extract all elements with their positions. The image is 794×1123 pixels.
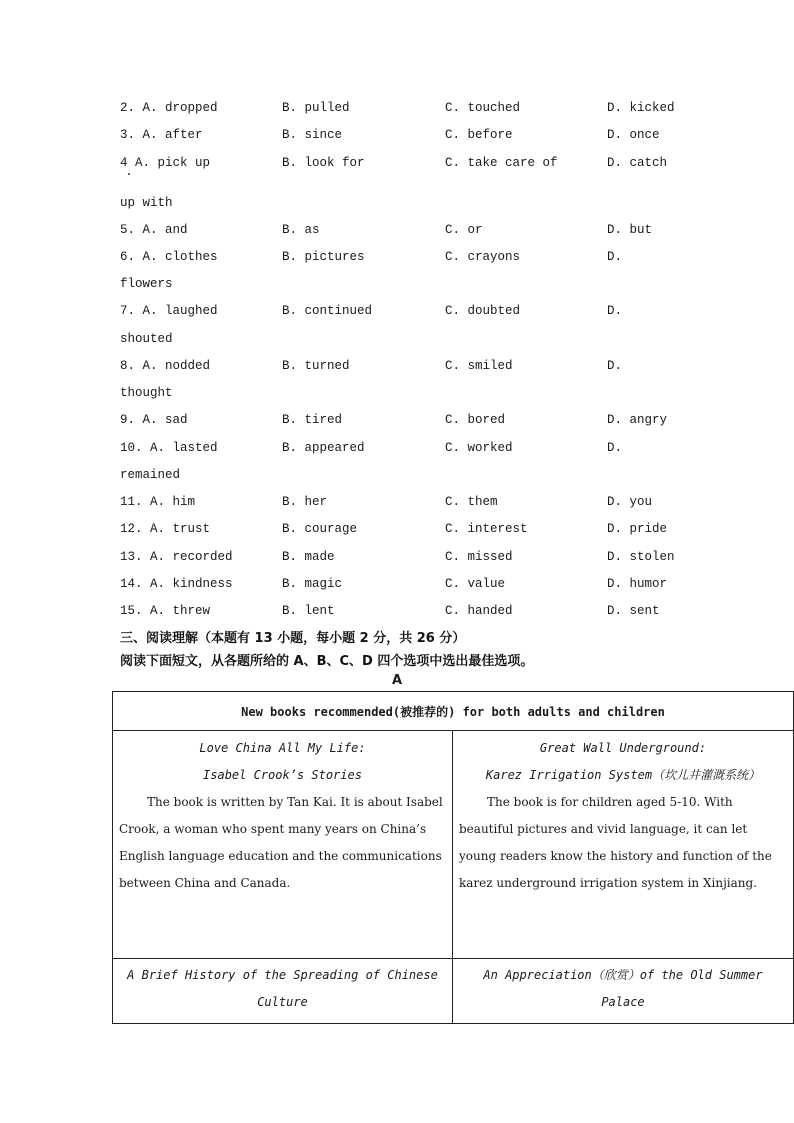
q12-option-c: C. interest	[445, 522, 528, 536]
q13-option-c: C. missed	[445, 550, 513, 564]
left-book-title-line1: Love China All My Life:	[199, 741, 366, 755]
q14-option-a: 14. A. kindness	[120, 577, 233, 591]
q7-option-b: B. continued	[282, 304, 373, 318]
left-book-description: The book is written by Tan Kai. It is about Isabel Crook, a woman who spent many years on China’s English language education and the communications between China and Canada.	[119, 795, 443, 890]
q10-option-b: B. appeared	[282, 441, 365, 455]
q12-option-a: 12. A. trust	[120, 522, 211, 536]
section-heading: 三、阅读理解（本题有 13 小题，每小题 2 分，共 26 分）	[120, 631, 466, 646]
q13-option-b: B. made	[282, 550, 335, 564]
q2-option-d: D. kicked	[607, 101, 675, 115]
q4-option-a: 4 A. pick up	[120, 156, 211, 170]
q7-option-d: D.	[607, 304, 623, 318]
q5-option-b: B. as	[282, 223, 320, 237]
q4-option-d: D. catch	[607, 156, 668, 170]
q10-option-a: 10. A. lasted	[120, 441, 218, 455]
table-row	[113, 959, 794, 1024]
q9-option-d: D. angry	[607, 413, 668, 427]
q15-option-a: 15. A. threw	[120, 604, 211, 618]
q6-option-d: D.	[607, 250, 623, 264]
q14-option-d: D. humor	[607, 577, 668, 591]
q14-option-b: B. magic	[282, 577, 343, 591]
q6-option-a: 6. A. clothes	[120, 250, 218, 264]
q3-option-a: 3. A. after	[120, 128, 203, 142]
q4-option-c: C. take care of	[445, 156, 558, 170]
q11-option-b: B. her	[282, 495, 328, 509]
left-book-title-line2: Isabel Crook’s Stories	[203, 768, 362, 782]
q4-option-b: B. look for	[282, 156, 365, 170]
table-row	[113, 731, 794, 959]
q15-option-b: B. lent	[282, 604, 335, 618]
q2-option-c: C. touched	[445, 101, 521, 115]
passage-label: A	[391, 673, 403, 688]
q8-option-b: B. turned	[282, 359, 350, 373]
q11-option-c: C. them	[445, 495, 498, 509]
q6-option-b: B. pictures	[282, 250, 365, 264]
right-book-cell	[453, 731, 794, 959]
q13-option-a: 13. A. recorded	[120, 550, 233, 564]
q8-wrap-text: thought	[120, 386, 173, 400]
bottom-right-book-title: An Appreciation（欣赏）of the Old Summer Palace	[483, 968, 763, 1009]
bottom-left-cell	[113, 959, 453, 1024]
q9-option-c: C. bored	[445, 413, 506, 427]
q3-option-d: D. once	[607, 128, 660, 142]
q3-option-b: B. since	[282, 128, 343, 142]
left-book-cell	[113, 731, 453, 959]
table-header: New books recommended(被推荐的) for both adults and children	[113, 692, 794, 731]
q7-wrap-text: shouted	[120, 332, 173, 346]
right-book-description: The book is for children aged 5-10. With beautiful pictures and vivid language, it can let young readers know the history and function of the karez underground irrigation system in Xinjiang.	[459, 795, 772, 890]
q7-option-a: 7. A. laughed	[120, 304, 218, 318]
punctuation-dot	[128, 173, 130, 175]
q10-option-c: C. worked	[445, 441, 513, 455]
q15-option-d: D. sent	[607, 604, 660, 618]
q10-wrap-text: remained	[120, 468, 181, 482]
q11-option-a: 11. A. him	[120, 495, 196, 509]
table-header-row	[113, 692, 794, 731]
q5-option-d: D. but	[607, 223, 653, 237]
q8-option-c: C. smiled	[445, 359, 513, 373]
q13-option-d: D. stolen	[607, 550, 675, 564]
q5-option-a: 5. A. and	[120, 223, 188, 237]
q8-option-a: 8. A. nodded	[120, 359, 211, 373]
bottom-right-cell	[453, 959, 794, 1024]
q10-option-d: D.	[607, 441, 623, 455]
q11-option-d: D. you	[607, 495, 653, 509]
q15-option-c: C. handed	[445, 604, 513, 618]
q14-option-c: C. value	[445, 577, 506, 591]
q12-option-d: D. pride	[607, 522, 668, 536]
q5-option-c: C. or	[445, 223, 483, 237]
q4-wrap-text: up with	[120, 196, 173, 210]
q3-option-c: C. before	[445, 128, 513, 142]
q6-option-c: C. crayons	[445, 250, 521, 264]
right-book-title-line2: Karez Irrigation System（坎儿井灌溉系统）	[485, 768, 761, 782]
book-table	[112, 691, 794, 1024]
q2-option-b: B. pulled	[282, 101, 350, 115]
q6-wrap-text: flowers	[120, 277, 173, 291]
q8-option-d: D.	[607, 359, 623, 373]
q7-option-c: C. doubted	[445, 304, 521, 318]
right-book-title-line1: Great Wall Underground:	[539, 741, 707, 755]
q12-option-b: B. courage	[282, 522, 358, 536]
q2-option-a: 2. A. dropped	[120, 101, 218, 115]
section-instruction: 阅读下面短文，从各题所给的 A、B、C、D 四个选项中选出最佳选项。	[120, 654, 534, 669]
q9-option-a: 9. A. sad	[120, 413, 188, 427]
q9-option-b: B. tired	[282, 413, 343, 427]
bottom-left-book-title: A Brief History of the Spreading of Chinese Culture	[127, 968, 438, 1009]
